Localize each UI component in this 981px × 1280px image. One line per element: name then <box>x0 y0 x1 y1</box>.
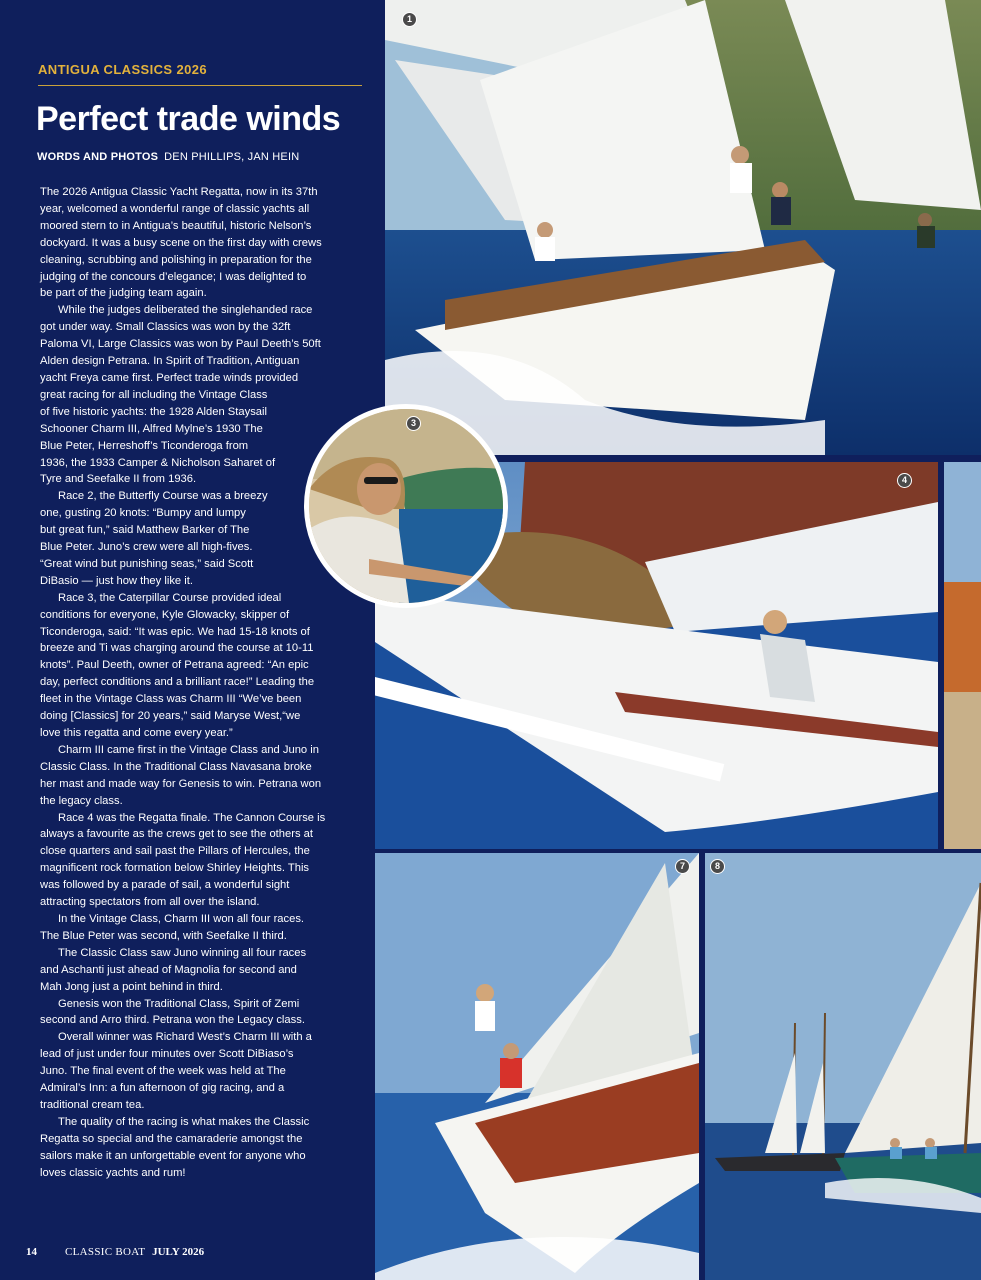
text-line: second and Arro third. Petrana won the Legacy class. <box>40 1014 305 1027</box>
issue-date: JULY 2026 <box>152 1246 205 1258</box>
text-line: While the judges deliberated the singlehanded race <box>58 304 313 317</box>
paragraph <box>40 1029 362 1114</box>
byline-label: WORDS AND PHOTOS <box>37 151 159 163</box>
kicker-divider <box>38 85 362 86</box>
text-line: dockyard. It was a busy scene on the first day with crews <box>40 236 322 249</box>
text-line: attracting spectators from all over the island. <box>40 896 260 909</box>
text-line: close quarters and sail past the Pillars of Hercules, the <box>40 845 310 858</box>
text-line: Race 2, the Butterfly Course was a breezy <box>58 490 268 503</box>
paragraph <box>40 996 362 1030</box>
text-line: Tyre and Seefalke II from 1936. <box>40 473 197 486</box>
text-line: loves classic yachts and rum! <box>40 1166 186 1179</box>
page-footer <box>26 1246 204 1258</box>
text-line: magnificent rock formation below Shirley Heights. This <box>40 862 310 875</box>
text-line: lead of just under four minutes over Scott DiBiaso’s <box>40 1048 294 1061</box>
text-line: judging of the concours d’elegance; I was delighted to <box>40 270 307 283</box>
text-line: The Blue Peter was second, with Seefalke II third. <box>40 929 287 942</box>
text-line: one, gusting 20 knots: “Bumpy and lumpy <box>40 507 246 520</box>
paragraph <box>40 590 362 742</box>
text-line: moored stern to in Antigua’s beautiful, historic Nelson’s <box>40 219 312 232</box>
byline <box>37 151 299 163</box>
photo-7 <box>375 853 699 1280</box>
text-line: doing [Classics] for 20 years,” said Maryse West,“we <box>40 710 301 723</box>
text-line: Juno. The final event of the week was held at The <box>40 1065 286 1078</box>
text-line: Blue Peter. Juno’s crew were all high-fives. <box>40 541 253 554</box>
photo-side-strip <box>944 462 981 849</box>
text-line: The Classic Class saw Juno winning all four races <box>58 946 307 959</box>
paragraph <box>40 184 362 302</box>
photo-8 <box>705 853 981 1280</box>
text-line: of five historic yachts: the 1928 Alden Staysail <box>40 405 267 418</box>
photo-number-badge: 4 <box>897 473 912 488</box>
text-line: Alden design Petrana. In Spirit of Tradition, Antiguan <box>40 355 300 368</box>
text-line: Overall winner was Richard West’s Charm III with a <box>58 1031 312 1044</box>
text-line: Race 3, the Caterpillar Course provided ideal <box>58 591 282 604</box>
text-line: love this regatta and come every year.” <box>40 727 233 739</box>
text-line: 1936, the 1933 Camper & Nicholson Saharet of <box>40 456 276 469</box>
text-line: her mast and made way for Genesis to win. Petrana won <box>40 777 322 790</box>
text-line: conditions for everyone, Kyle Glowacky, skipper of <box>40 608 290 621</box>
text-line: Genesis won the Traditional Class, Spirit of Zemi <box>58 997 300 1010</box>
text-line: In the Vintage Class, Charm III won all four races. <box>58 912 305 925</box>
photo-number-badge: 7 <box>675 859 690 874</box>
text-line: Schooner Charm III, Alfred Mylne’s 1930 The <box>40 422 263 435</box>
magazine-name: CLASSIC BOAT <box>65 1246 146 1258</box>
text-line: “Great wind but punishing seas,” said Scott <box>40 557 254 570</box>
text-line: great racing for all including the Vintage Class <box>40 388 268 401</box>
paragraph <box>40 810 362 911</box>
text-line: got under way. Small Classics was won by the 32ft <box>40 321 291 334</box>
paragraph <box>40 742 362 810</box>
text-line: sailors make it an unforgettable event for anyone who <box>40 1149 306 1162</box>
text-line: Blue Peter, Herreshoff’s Ticonderoga from <box>40 439 249 452</box>
text-line: be part of the judging team again. <box>40 287 207 300</box>
text-line: but great fun,” said Matthew Barker of The <box>40 524 250 537</box>
page-number: 14 <box>26 1246 37 1258</box>
text-line: year, welcomed a wonderful range of classic yachts all <box>40 202 310 215</box>
text-line: Ticonderoga, said: “It was epic. We had 15-18 knots of <box>40 625 310 638</box>
text-line: the legacy class. <box>40 794 123 807</box>
photo-number-badge: 3 <box>406 416 421 431</box>
text-line: Classic Class. In the Traditional Class Navasana broke <box>40 760 312 773</box>
photo-number-badge: 1 <box>402 12 417 27</box>
text-line: and Aschanti just ahead of Magnolia for second and <box>40 963 297 976</box>
text-line: fleet in the Vintage Class was Charm III “We’ve been <box>40 693 302 706</box>
paragraph <box>40 488 362 589</box>
text-line: traditional cream tea. <box>40 1098 145 1111</box>
text-line: always a favourite as the crews get to see the others at <box>40 828 313 841</box>
text-line: The quality of the racing is what makes the Classic <box>58 1115 310 1128</box>
text-line: Regatta so special and the camaraderie amongst the <box>40 1132 303 1145</box>
paragraph <box>40 911 362 945</box>
text-line: day, perfect conditions and a brilliant race!” Leading the <box>40 676 315 689</box>
text-line: Mah Jong just a point behind in third. <box>40 980 223 993</box>
text-line: Race 4 was the Regatta finale. The Cannon Course is <box>58 811 326 824</box>
section-kicker: ANTIGUA CLASSICS 2026 <box>38 62 208 77</box>
text-line: breeze and Ti was charging around the course at 10-11 <box>40 642 314 655</box>
text-line: Admiral’s Inn: a fun afternoon of gig racing, and a <box>40 1082 285 1095</box>
text-line: was followed by a parade of sail, a wonderful sight <box>40 879 290 892</box>
text-line: The 2026 Antigua Classic Yacht Regatta, now in its 37th <box>40 186 318 198</box>
text-line: Charm III came first in the Vintage Class and Juno in <box>58 743 319 756</box>
paragraph <box>40 302 362 488</box>
photo-1 <box>385 0 981 455</box>
photo-number-badge: 8 <box>710 859 725 874</box>
paragraph <box>40 1114 362 1182</box>
paragraph <box>40 945 362 996</box>
article-body <box>40 184 362 1181</box>
text-line: yacht Freya came first. Perfect trade winds provided <box>40 371 299 384</box>
text-line: knots”. Paul Deeth, owner of Petrana agreed: “An epic <box>40 659 309 672</box>
text-line: Paloma VI, Large Classics was won by Paul Deeth’s 50ft <box>40 338 321 351</box>
text-line: cleaning, scrubbing and polishing in preparation for the <box>40 253 312 266</box>
article-headline: Perfect trade winds <box>36 100 341 138</box>
text-line: DiBasio — just how they like it. <box>40 574 193 587</box>
byline-authors: DEN PHILLIPS, JAN HEIN <box>164 151 300 163</box>
